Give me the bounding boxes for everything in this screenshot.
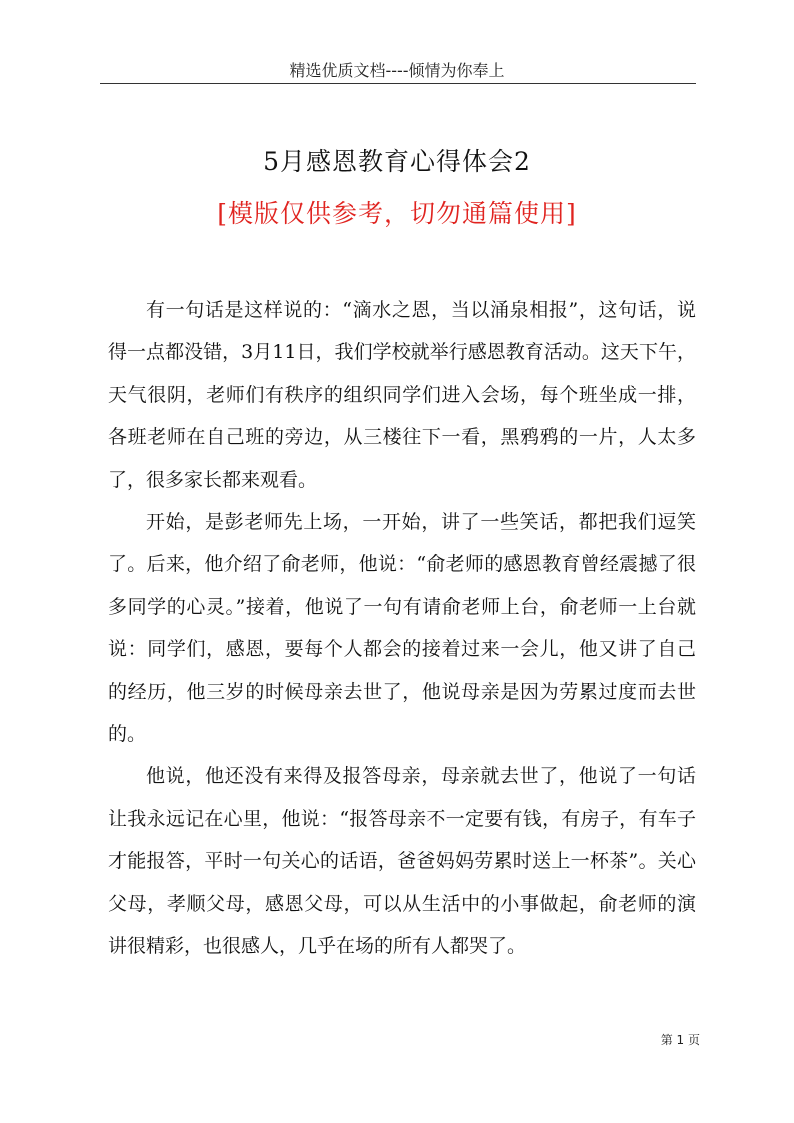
paragraph: 他说，他还没有来得及报答母亲，母亲就去世了，他说了一句话让我永远记在心里，他说：“报答母亲不一定要有钱，有房子，有车子才能报答，平时一句关心的话语，爸爸妈妈劳累时送上一杯茶”。关心父母，孝顺父母，感恩父母，可以从生活中的小事做起，俞老师的演讲很精彩，也很感人，几乎在场的所有人都哭了。 (108, 765, 696, 958)
header-divider (100, 83, 696, 84)
page-number: 第 1 页 (660, 1033, 700, 1047)
document-body (108, 289, 696, 968)
paragraph: 开始，是彭老师先上场，一开始，讲了一些笑话，都把我们逗笑了。后来，他介绍了俞老师，他说：“俞老师的感恩教育曾经震撼了很多同学的心灵。”接着，他说了一句有请俞老师上台，俞老师一上台就说：同学们，感恩，要每个人都会的接着过来一会儿，他又讲了自己的经历，他三岁的时候母亲去世了，他说母亲是因为劳累过度而去世的。 (108, 511, 696, 746)
paragraph: 有一句话是这样说的：“滴水之恩，当以涌泉相报”，这句话，说得一点都没错，3月11日，我们学校就举行感恩教育活动。这天下午，天气很阴，老师们有秩序的组织同学们进入会场，每个班坐成一排，各班老师在自己班的旁边，从三楼往下一看，黑鸦鸦的一片，人太多了，很多家长都来观看。 (108, 299, 696, 491)
page-header: 精选优质文档----倾情为你奉上 (289, 61, 505, 80)
document-title: 5月感恩教育心得体会2 (263, 147, 531, 176)
document-subtitle: [模版仅供参考，切勿通篇使用] (217, 199, 577, 228)
